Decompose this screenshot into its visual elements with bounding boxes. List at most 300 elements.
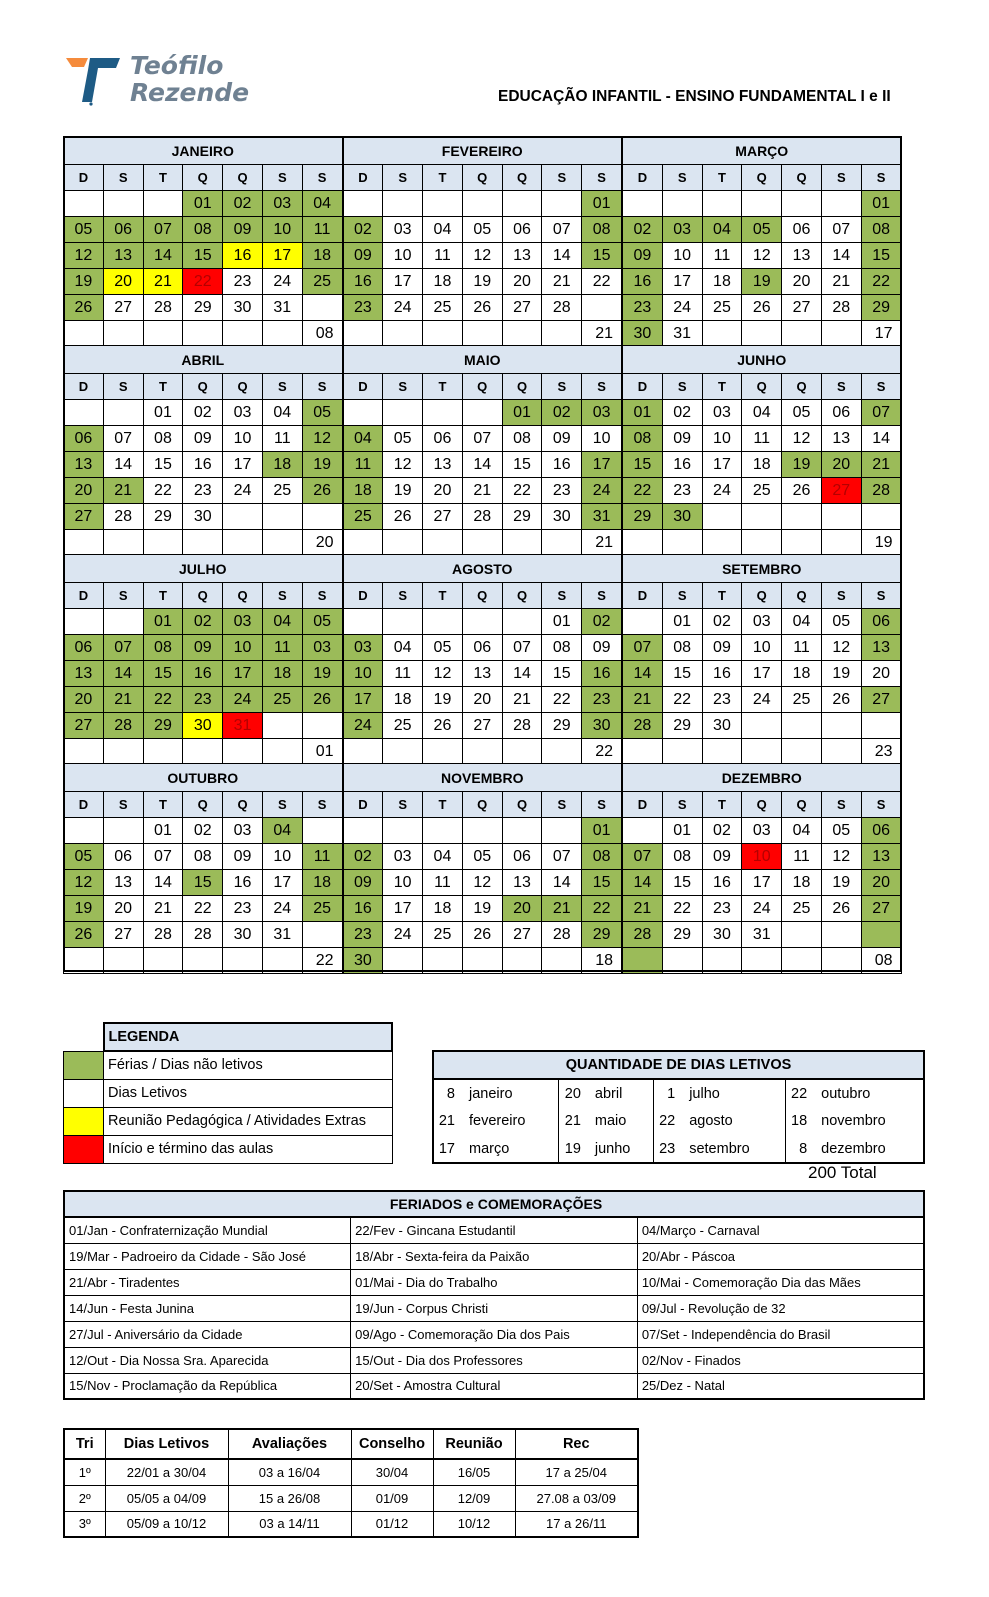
- day-cell: [782, 504, 822, 530]
- tri-cell: 2º: [64, 1485, 105, 1511]
- feriado-item: 20/Abr - Páscoa: [637, 1243, 924, 1269]
- day-cell: [742, 948, 782, 974]
- tri-cell: 30/04: [351, 1459, 433, 1485]
- tri-header: Dias Letivos: [105, 1429, 228, 1459]
- day-cell: 10: [662, 243, 702, 269]
- day-cell: 25: [702, 295, 742, 321]
- day-cell: 17: [582, 452, 622, 478]
- day-cell: 16: [623, 269, 663, 295]
- day-cell: [623, 609, 663, 635]
- day-cell: [742, 191, 782, 217]
- month-title: DEZEMBRO: [623, 764, 902, 792]
- legend-swatch: [64, 1107, 104, 1135]
- weekday-header: S: [821, 583, 861, 609]
- day-cell: [302, 818, 342, 844]
- day-cell: [302, 922, 342, 948]
- legend-label: Férias / Dias não letivos: [104, 1051, 393, 1079]
- weekday-header: S: [383, 165, 423, 191]
- month-title: JULHO: [64, 555, 343, 583]
- day-cell: [702, 321, 742, 347]
- month-março: [622, 136, 902, 345]
- day-cell: 11: [702, 243, 742, 269]
- day-cell: 25: [782, 896, 822, 922]
- day-cell: [502, 321, 542, 347]
- day-cell: 14: [502, 661, 542, 687]
- day-cell: [702, 504, 742, 530]
- day-cell: 17: [223, 452, 263, 478]
- day-cell: 10: [742, 844, 782, 870]
- day-cell: 26: [821, 896, 861, 922]
- day-cell: [343, 191, 383, 217]
- day-cell: [662, 739, 702, 765]
- day-cell: 03: [742, 818, 782, 844]
- weekday-header: S: [262, 374, 302, 400]
- day-cell: 20: [462, 687, 502, 713]
- day-cell: [383, 400, 423, 426]
- day-cell: 26: [302, 687, 342, 713]
- day-cell: 24: [582, 478, 622, 504]
- day-cell: [623, 739, 663, 765]
- day-cell: 23: [183, 478, 223, 504]
- day-cell: [343, 739, 383, 765]
- month-junho: [622, 345, 902, 554]
- day-cell: [343, 321, 383, 347]
- month-agosto: [343, 554, 623, 763]
- day-cell: [423, 818, 463, 844]
- day-cell: 19: [64, 896, 104, 922]
- day-cell: 06: [423, 426, 463, 452]
- day-cell: 05: [302, 609, 342, 635]
- weekday-header: D: [64, 583, 104, 609]
- day-cell: 24: [223, 478, 263, 504]
- weekday-header: S: [542, 583, 582, 609]
- day-cell: 12: [782, 426, 822, 452]
- day-cell: 03: [742, 609, 782, 635]
- day-cell: 30: [223, 295, 263, 321]
- day-cell: 18: [262, 452, 302, 478]
- day-cell: [383, 609, 423, 635]
- day-cell: [502, 609, 542, 635]
- dias-count: 23: [659, 1140, 676, 1157]
- day-cell: [343, 609, 383, 635]
- legend-label: Início e término das aulas: [104, 1135, 393, 1163]
- day-cell: 23: [343, 922, 383, 948]
- day-cell: 18: [742, 452, 782, 478]
- weekday-header: S: [302, 792, 342, 818]
- dias-month: novembro: [813, 1107, 924, 1135]
- day-cell: 29: [623, 504, 663, 530]
- day-cell: [821, 713, 861, 739]
- feriado-item: 12/Out - Dia Nossa Sra. Aparecida: [64, 1347, 351, 1373]
- day-cell: 25: [262, 478, 302, 504]
- day-cell: 01: [623, 400, 663, 426]
- day-cell: 15: [183, 243, 223, 269]
- day-cell: [502, 739, 542, 765]
- month-letivos-count: 08: [861, 948, 901, 974]
- day-cell: 09: [183, 426, 223, 452]
- day-cell: 17: [742, 870, 782, 896]
- feriado-item: 09/Jul - Revolução de 32: [637, 1295, 924, 1321]
- day-cell: 12: [821, 844, 861, 870]
- day-cell: 28: [502, 713, 542, 739]
- day-cell: 19: [742, 269, 782, 295]
- day-cell: 22: [542, 687, 582, 713]
- feriado-item: 27/Jul - Aniversário da Cidade: [64, 1321, 351, 1347]
- weekday-header: S: [662, 792, 702, 818]
- day-cell: 20: [821, 452, 861, 478]
- month-title: MARÇO: [623, 137, 902, 165]
- day-cell: 01: [662, 818, 702, 844]
- day-cell: 03: [582, 400, 622, 426]
- day-cell: 19: [462, 269, 502, 295]
- day-cell: 28: [462, 504, 502, 530]
- day-cell: 15: [582, 243, 622, 269]
- day-cell: 30: [702, 713, 742, 739]
- day-cell: 09: [702, 635, 742, 661]
- day-cell: 10: [383, 870, 423, 896]
- day-cell: 05: [782, 400, 822, 426]
- day-cell: 13: [103, 243, 143, 269]
- trimestres-table: [63, 1428, 639, 1538]
- day-cell: 27: [103, 295, 143, 321]
- day-cell: 26: [742, 295, 782, 321]
- day-cell: 15: [183, 870, 223, 896]
- day-cell: 06: [782, 217, 822, 243]
- day-cell: [143, 191, 183, 217]
- day-cell: [423, 948, 463, 974]
- dias-month: dezembro: [813, 1135, 924, 1163]
- dias-count: 19: [564, 1140, 581, 1157]
- day-cell: 17: [742, 661, 782, 687]
- day-cell: 12: [742, 243, 782, 269]
- day-cell: 08: [662, 844, 702, 870]
- day-cell: 28: [143, 295, 183, 321]
- brand-logo: [64, 52, 264, 112]
- day-cell: 19: [64, 269, 104, 295]
- day-cell: [183, 321, 223, 347]
- day-cell: [742, 713, 782, 739]
- month-letivos-count: 21: [582, 530, 622, 556]
- dias-count: 17: [438, 1140, 455, 1157]
- day-cell: 02: [183, 818, 223, 844]
- weekday-header: S: [302, 374, 342, 400]
- weekday-header: T: [702, 792, 742, 818]
- day-cell: 18: [302, 870, 342, 896]
- day-cell: 01: [143, 400, 183, 426]
- day-cell: 26: [782, 478, 822, 504]
- day-cell: 10: [582, 426, 622, 452]
- day-cell: [302, 295, 342, 321]
- legend-swatch: [64, 1079, 104, 1107]
- day-cell: 04: [702, 217, 742, 243]
- day-cell: 10: [742, 635, 782, 661]
- weekday-header: Q: [462, 374, 502, 400]
- day-cell: 13: [821, 426, 861, 452]
- day-cell: [542, 191, 582, 217]
- day-cell: 12: [383, 452, 423, 478]
- brand-line-2: Rezende: [130, 78, 250, 107]
- tri-cell: 3º: [64, 1511, 105, 1537]
- day-cell: 27: [861, 896, 901, 922]
- day-cell: 13: [861, 635, 901, 661]
- day-cell: 24: [383, 922, 423, 948]
- day-cell: 09: [343, 243, 383, 269]
- weekday-header: D: [343, 374, 383, 400]
- day-cell: 02: [183, 609, 223, 635]
- day-cell: 20: [861, 870, 901, 896]
- day-cell: 01: [582, 191, 622, 217]
- day-cell: [542, 948, 582, 974]
- feriado-item: 19/Jun - Corpus Christi: [351, 1295, 638, 1321]
- day-cell: [64, 609, 104, 635]
- day-cell: 18: [702, 269, 742, 295]
- weekday-header: Q: [782, 792, 822, 818]
- feriado-item: 02/Nov - Finados: [637, 1347, 924, 1373]
- day-cell: 29: [861, 295, 901, 321]
- month-title: ABRIL: [64, 346, 343, 374]
- day-cell: 07: [143, 844, 183, 870]
- day-cell: 05: [64, 844, 104, 870]
- month-letivos-count: 19: [861, 530, 901, 556]
- day-cell: 24: [383, 295, 423, 321]
- day-cell: 15: [502, 452, 542, 478]
- tri-cell: 01/12: [351, 1511, 433, 1537]
- dias-count: 1: [667, 1085, 676, 1102]
- day-cell: 13: [64, 452, 104, 478]
- day-cell: 23: [702, 687, 742, 713]
- day-cell: 05: [821, 818, 861, 844]
- weekday-header: Q: [502, 374, 542, 400]
- month-abril: [63, 345, 343, 554]
- day-cell: [383, 191, 423, 217]
- day-cell: [542, 818, 582, 844]
- day-cell: 07: [143, 217, 183, 243]
- weekday-header: S: [821, 374, 861, 400]
- day-cell: 26: [64, 295, 104, 321]
- weekday-header: T: [143, 165, 183, 191]
- month-dezembro: [622, 763, 902, 972]
- day-cell: [262, 948, 302, 974]
- day-cell: 15: [662, 661, 702, 687]
- day-cell: 30: [183, 713, 223, 739]
- day-cell: [383, 948, 423, 974]
- day-cell: 06: [64, 635, 104, 661]
- day-cell: 28: [623, 922, 663, 948]
- day-cell: 15: [542, 661, 582, 687]
- day-cell: 14: [103, 661, 143, 687]
- day-cell: 31: [262, 295, 302, 321]
- day-cell: 13: [423, 452, 463, 478]
- day-cell: 24: [262, 896, 302, 922]
- day-cell: 31: [262, 922, 302, 948]
- weekday-header: S: [861, 165, 901, 191]
- day-cell: 21: [143, 896, 183, 922]
- day-cell: 07: [502, 635, 542, 661]
- day-cell: [821, 922, 861, 948]
- day-cell: 28: [103, 504, 143, 530]
- day-cell: 15: [143, 661, 183, 687]
- day-cell: [662, 191, 702, 217]
- day-cell: 16: [223, 870, 263, 896]
- weekday-header: D: [64, 165, 104, 191]
- day-cell: 26: [383, 504, 423, 530]
- dias-count: 21: [438, 1113, 455, 1129]
- weekday-header: T: [423, 374, 463, 400]
- tri-cell: 12/09: [433, 1485, 515, 1511]
- day-cell: 27: [502, 295, 542, 321]
- day-cell: 18: [302, 243, 342, 269]
- month-fevereiro: [343, 136, 623, 345]
- day-cell: 16: [702, 870, 742, 896]
- feriado-item: 21/Abr - Tiradentes: [64, 1269, 351, 1295]
- weekday-header: T: [423, 792, 463, 818]
- day-cell: 03: [383, 844, 423, 870]
- month-maio: [343, 345, 623, 554]
- day-cell: [542, 321, 582, 347]
- day-cell: [423, 321, 463, 347]
- day-cell: 28: [103, 713, 143, 739]
- day-cell: 11: [343, 452, 383, 478]
- day-cell: 06: [103, 217, 143, 243]
- day-cell: 07: [623, 635, 663, 661]
- weekday-header: Q: [183, 165, 223, 191]
- day-cell: [782, 922, 822, 948]
- day-cell: 14: [462, 452, 502, 478]
- day-cell: [423, 400, 463, 426]
- day-cell: 22: [582, 269, 622, 295]
- dias-letivos-table: [432, 1050, 925, 1164]
- weekday-header: Q: [223, 165, 263, 191]
- day-cell: 17: [383, 896, 423, 922]
- weekday-header: S: [662, 583, 702, 609]
- day-cell: 25: [423, 922, 463, 948]
- day-cell: [502, 191, 542, 217]
- day-cell: 17: [662, 269, 702, 295]
- weekday-header: Q: [462, 165, 502, 191]
- day-cell: 05: [742, 217, 782, 243]
- month-title: SETEMBRO: [623, 555, 902, 583]
- day-cell: [821, 191, 861, 217]
- day-cell: [861, 922, 901, 948]
- day-cell: 27: [64, 504, 104, 530]
- month-letivos-count: 22: [582, 739, 622, 765]
- day-cell: 28: [821, 295, 861, 321]
- day-cell: 02: [623, 217, 663, 243]
- month-title: JANEIRO: [64, 137, 343, 165]
- day-cell: [502, 530, 542, 556]
- day-cell: [262, 713, 302, 739]
- month-letivos-count: 22: [302, 948, 342, 974]
- month-letivos-count: 21: [582, 321, 622, 347]
- day-cell: [462, 818, 502, 844]
- weekday-header: T: [423, 583, 463, 609]
- day-cell: 23: [582, 687, 622, 713]
- day-cell: [103, 739, 143, 765]
- day-cell: 02: [702, 609, 742, 635]
- weekday-header: S: [861, 792, 901, 818]
- day-cell: 27: [462, 713, 502, 739]
- weekday-header: Q: [782, 583, 822, 609]
- day-cell: 29: [542, 713, 582, 739]
- weekday-header: S: [302, 583, 342, 609]
- day-cell: 06: [502, 217, 542, 243]
- day-cell: 03: [343, 635, 383, 661]
- day-cell: 31: [223, 713, 263, 739]
- day-cell: 18: [423, 896, 463, 922]
- day-cell: [223, 504, 263, 530]
- tri-cell: 10/12: [433, 1511, 515, 1537]
- weekday-header: S: [582, 165, 622, 191]
- day-cell: 20: [502, 269, 542, 295]
- day-cell: 14: [542, 870, 582, 896]
- dias-month: agosto: [681, 1107, 785, 1135]
- day-cell: 12: [462, 243, 502, 269]
- day-cell: 14: [623, 870, 663, 896]
- day-cell: 09: [223, 844, 263, 870]
- day-cell: [423, 530, 463, 556]
- day-cell: 27: [103, 922, 143, 948]
- day-cell: 14: [861, 426, 901, 452]
- dias-month: maio: [587, 1107, 653, 1135]
- day-cell: [742, 504, 782, 530]
- day-cell: 29: [183, 295, 223, 321]
- weekday-header: S: [582, 583, 622, 609]
- day-cell: 12: [423, 661, 463, 687]
- day-cell: 14: [103, 452, 143, 478]
- day-cell: 17: [702, 452, 742, 478]
- month-outubro: [63, 763, 343, 972]
- day-cell: 19: [302, 661, 342, 687]
- tri-cell: 27.08 a 03/09: [515, 1485, 638, 1511]
- day-cell: 22: [143, 478, 183, 504]
- feriado-item: 01/Mai - Dia do Trabalho: [351, 1269, 638, 1295]
- day-cell: [262, 321, 302, 347]
- page-subtitle: EDUCAÇÃO INFANTIL - ENSINO FUNDAMENTAL I e II: [498, 88, 891, 105]
- day-cell: 04: [262, 400, 302, 426]
- dias-count: 8: [799, 1140, 808, 1157]
- day-cell: 29: [143, 713, 183, 739]
- day-cell: [262, 739, 302, 765]
- day-cell: [103, 321, 143, 347]
- day-cell: 09: [702, 844, 742, 870]
- day-cell: 18: [343, 478, 383, 504]
- weekday-header: S: [383, 374, 423, 400]
- day-cell: 05: [821, 609, 861, 635]
- day-cell: [702, 530, 742, 556]
- day-cell: 23: [662, 478, 702, 504]
- day-cell: 22: [502, 478, 542, 504]
- day-cell: 07: [542, 844, 582, 870]
- month-setembro: [622, 554, 902, 763]
- day-cell: 24: [662, 295, 702, 321]
- day-cell: 06: [861, 609, 901, 635]
- day-cell: 08: [183, 844, 223, 870]
- tri-header: Avaliações: [228, 1429, 351, 1459]
- day-cell: 03: [302, 635, 342, 661]
- day-cell: 27: [782, 295, 822, 321]
- feriado-item: 15/Nov - Proclamação da República: [64, 1373, 351, 1399]
- weekday-header: D: [623, 792, 663, 818]
- day-cell: [702, 948, 742, 974]
- day-cell: [821, 504, 861, 530]
- day-cell: 03: [223, 400, 263, 426]
- day-cell: 13: [502, 870, 542, 896]
- day-cell: 16: [542, 452, 582, 478]
- day-cell: 06: [103, 844, 143, 870]
- day-cell: [502, 818, 542, 844]
- dias-count: 8: [446, 1085, 455, 1102]
- weekday-header: T: [143, 583, 183, 609]
